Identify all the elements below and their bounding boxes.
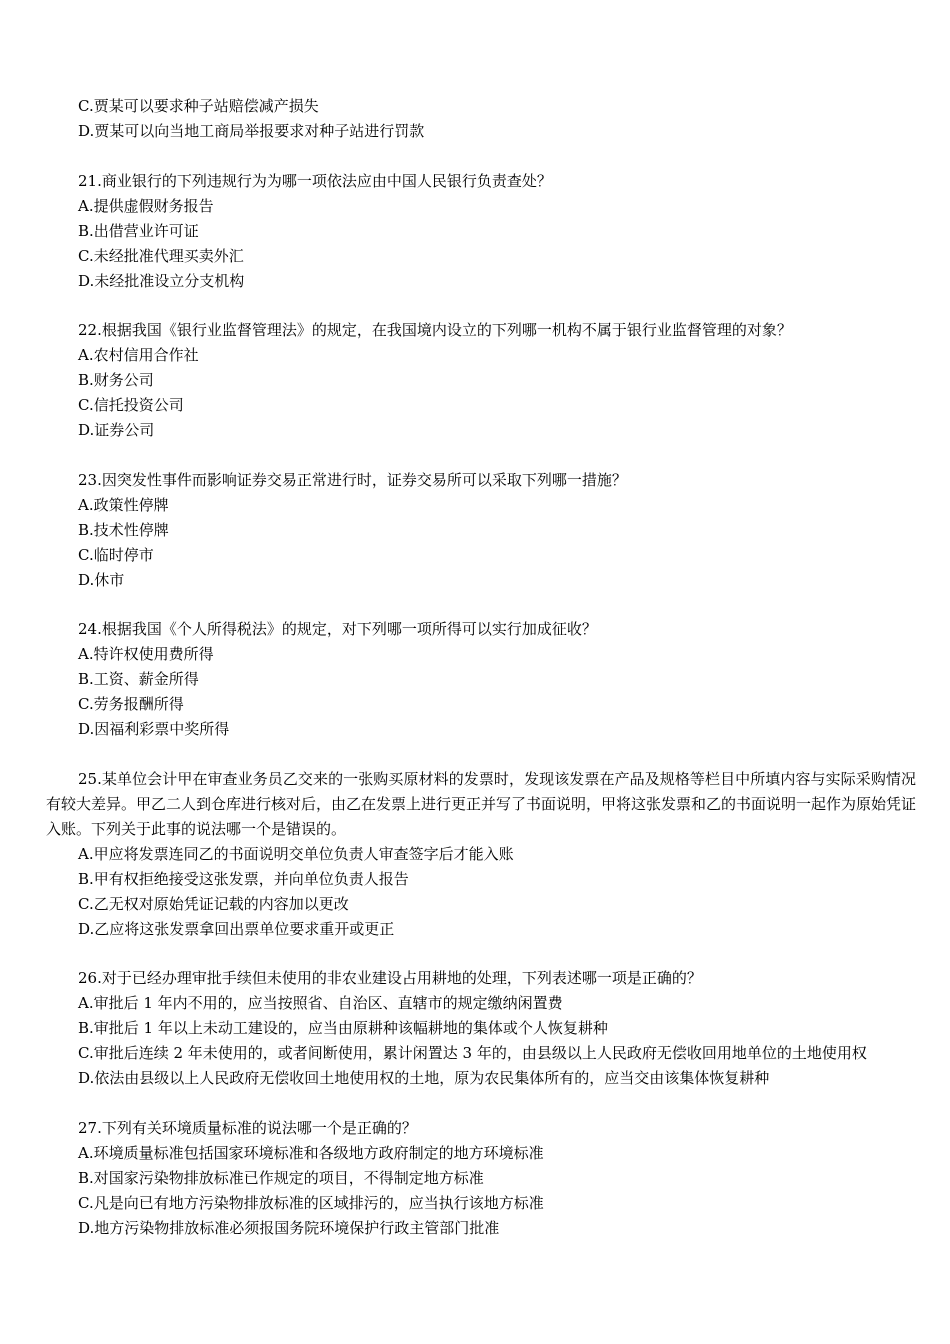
option-a: A.特许权使用费所得 — [78, 645, 214, 663]
question-21-stem: 21.商业银行的下列违规行为为哪一项依法应由中国人民银行负责查处？ — [78, 171, 552, 190]
question-22-stem: 22.根据我国《银行业监督管理法》的规定，在我国境内设立的下列哪一机构不属于银行业监督管理的对象？ — [78, 321, 792, 339]
option-d: D.地方污染物排放标准必须报国务院环境保护行政主管部门批准 — [78, 1218, 500, 1237]
option-d: D.依法由县级以上人民政府无偿收回土地使用权的土地，原为农民集体所有的，应当交由该集体恢复耕种 — [78, 1069, 770, 1087]
document-page — [0, 94, 950, 1241]
option-a: A.环境质量标准包括国家环境标准和各级地方政府制定的地方环境标准 — [78, 1143, 544, 1162]
option-b: B.财务公司 — [78, 371, 154, 389]
option-c: C.临时停市 — [78, 545, 154, 564]
question-23-stem: 23.因突发性事件而影响证券交易正常进行时，证券交易所可以采取下列哪一措施？ — [78, 470, 627, 489]
option-a: A.审批后 1 年内不用的，应当按照省、自治区、直辖市的规定缴纳闲置费 — [78, 994, 563, 1012]
option-a: A.提供虚假财务报告 — [78, 196, 214, 215]
option-b: B.出借营业许可证 — [78, 221, 199, 240]
option-b: B.工资、薪金所得 — [78, 670, 199, 688]
option-c: C.劳务报酬所得 — [78, 695, 184, 713]
option-d: D.乙应将这张发票拿回出票单位要求重开或更正 — [78, 919, 395, 938]
option-b: B.审批后 1 年以上未动工建设的，应当由原耕种该幅耕地的集体或个人恢复耕种 — [78, 1019, 608, 1037]
option-b: B.甲有权拒绝接受这张发票，并向单位负责人报告 — [78, 869, 409, 888]
option-d: D.休市 — [78, 570, 125, 589]
option-c: C.凡是向已有地方污染物排放标准的区域排污的，应当执行该地方标准 — [78, 1193, 544, 1212]
option-d: D.贾某可以向当地工商局举报要求对种子站进行罚款 — [78, 122, 425, 140]
question-24-stem: 24.根据我国《个人所得税法》的规定，对下列哪一项所得可以实行加成征收？ — [78, 620, 597, 638]
option-a: A.农村信用合作社 — [78, 346, 199, 364]
question-26-stem: 26.对于已经办理审批手续但未使用的非农业建设占用耕地的处理，下列表述哪一项是正确的？ — [78, 969, 702, 987]
option-c: C.贾某可以要求种子站赔偿减产损失 — [78, 97, 319, 115]
option-b: B.技术性停牌 — [78, 520, 169, 539]
option-d: D.未经批准设立分支机构 — [78, 271, 245, 290]
question-25-stem: 25.某单位会计甲在审查业务员乙交来的一张购买原材料的发票时，发现该发票在产品及规格等栏目中所填内容与实际采购情况有较大差异。甲乙二人到仓库进行核对后，由乙在发票上进行更正并写了书面说明，甲将这张发票和乙的书面说明一起作为原始凭证入账。下列关于此事的说法哪一个是错误的。 — [46, 769, 917, 838]
option-c: C.乙无权对原始凭证记载的内容加以更改 — [78, 894, 349, 913]
option-a: A.政策性停牌 — [78, 495, 169, 514]
question-27-stem: 27.下列有关环境质量标准的说法哪一个是正确的？ — [78, 1118, 417, 1137]
option-c: C.审批后连续 2 年未使用的，或者间断使用，累计闲置达 3 年的，由县级以上人民政府无偿收回用地单位的土地使用权 — [78, 1044, 867, 1062]
option-c: C.未经批准代理买卖外汇 — [78, 246, 244, 265]
option-b: B.对国家污染物排放标准已作规定的项目，不得制定地方标准 — [78, 1168, 484, 1187]
option-d: D.因福利彩票中奖所得 — [78, 720, 230, 738]
option-c: C.信托投资公司 — [78, 396, 184, 414]
option-a: A.甲应将发票连同乙的书面说明交单位负责人审查签字后才能入账 — [78, 844, 514, 863]
option-d: D.证券公司 — [78, 421, 155, 439]
